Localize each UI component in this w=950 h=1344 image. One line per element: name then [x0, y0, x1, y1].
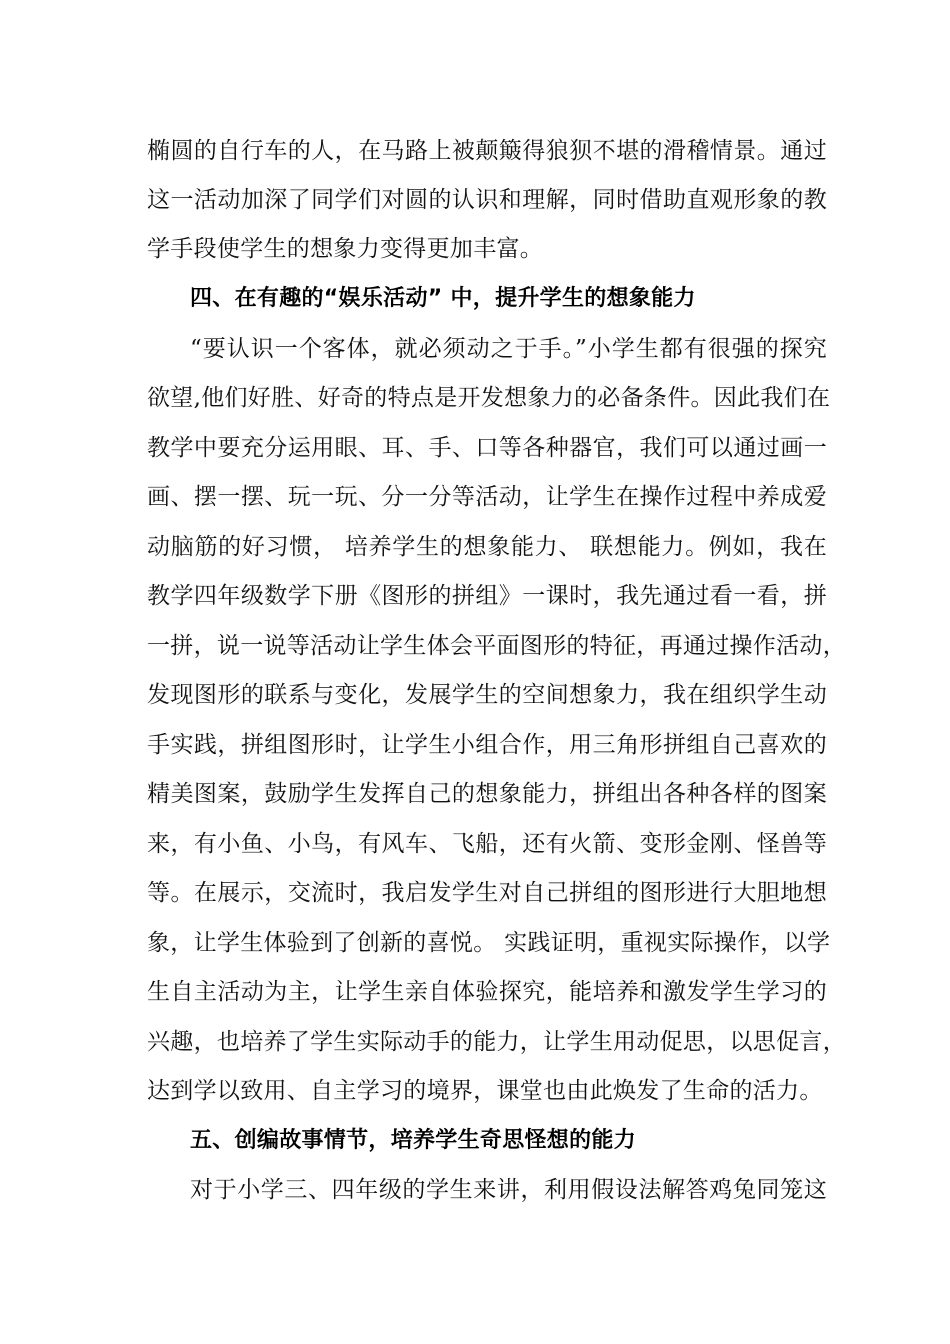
text-line: 教学四年级数学下册《图形的拼组》一课时，我先通过看一看，拼	[147, 583, 827, 609]
text-line: 象，让学生体验到了创新的喜悦。 实践证明，重视实际操作，以学	[147, 930, 831, 956]
text-line: 欲望,他们好胜、好奇的特点是开发想象力的必备条件。因此我们在	[147, 385, 831, 411]
text-line: 这一活动加深了同学们对圆的认识和理解，同时借助直观形象的教	[147, 187, 827, 213]
text-line: 一拼，说一说等活动让学生体会平面图形的特征，再通过操作活动，	[147, 633, 846, 659]
text-line: 兴趣，也培养了学生实际动手的能力，让学生用动促思，以思促言，	[147, 1029, 846, 1055]
section-heading: 四、在有趣的“娱乐活动” 中，提升学生的想象能力	[190, 286, 696, 311]
text-line: 生自主活动为主，让学生亲自体验探究，能培养和激发学生学习的	[147, 979, 827, 1005]
text-line: 发现图形的联系与变化，发展学生的空间想象力，我在组织学生动	[147, 682, 827, 708]
text-line: 精美图案，鼓励学生发挥自己的想象能力，拼组出各种各样的图案	[147, 781, 827, 807]
text-line: 画、摆一摆、玩一玩、分一分等活动，让学生在操作过程中养成爱	[147, 484, 827, 510]
text-line: 椭圆的自行车的人，在马路上被颠簸得狼狈不堪的滑稽情景。通过	[147, 138, 827, 164]
text-line: 教学中要充分运用眼、耳、手、口等各种器官，我们可以通过画一	[147, 435, 827, 461]
text-line: 对于小学三、四年级的学生来讲，利用假设法解答鸡兔同笼这	[190, 1177, 827, 1203]
text-line: 等。在展示，交流时，我启发学生对自己拼组的图形进行大胆地想	[147, 880, 827, 906]
text-line: 动脑筋的好习惯， 培养学生的想象能力、 联想能力。例如，我在	[147, 534, 827, 560]
text-line: 学手段使学生的想象力变得更加丰富。	[147, 236, 544, 262]
text-line: 来，有小鱼、小鸟，有风车、飞船，还有火箭、变形金刚、怪兽等	[147, 831, 827, 857]
text-line: “要认识一个客体，就必须动之于手。”小学生都有很强的探究	[190, 336, 827, 362]
section-heading: 五、创编故事情节，培养学生奇思怪想的能力	[190, 1128, 637, 1153]
text-line: 手实践，拼组图形时，让学生小组合作，用三角形拼组自己喜欢的	[147, 732, 827, 758]
text-line: 达到学以致用、自主学习的境界，课堂也由此焕发了生命的活力。	[147, 1078, 823, 1104]
